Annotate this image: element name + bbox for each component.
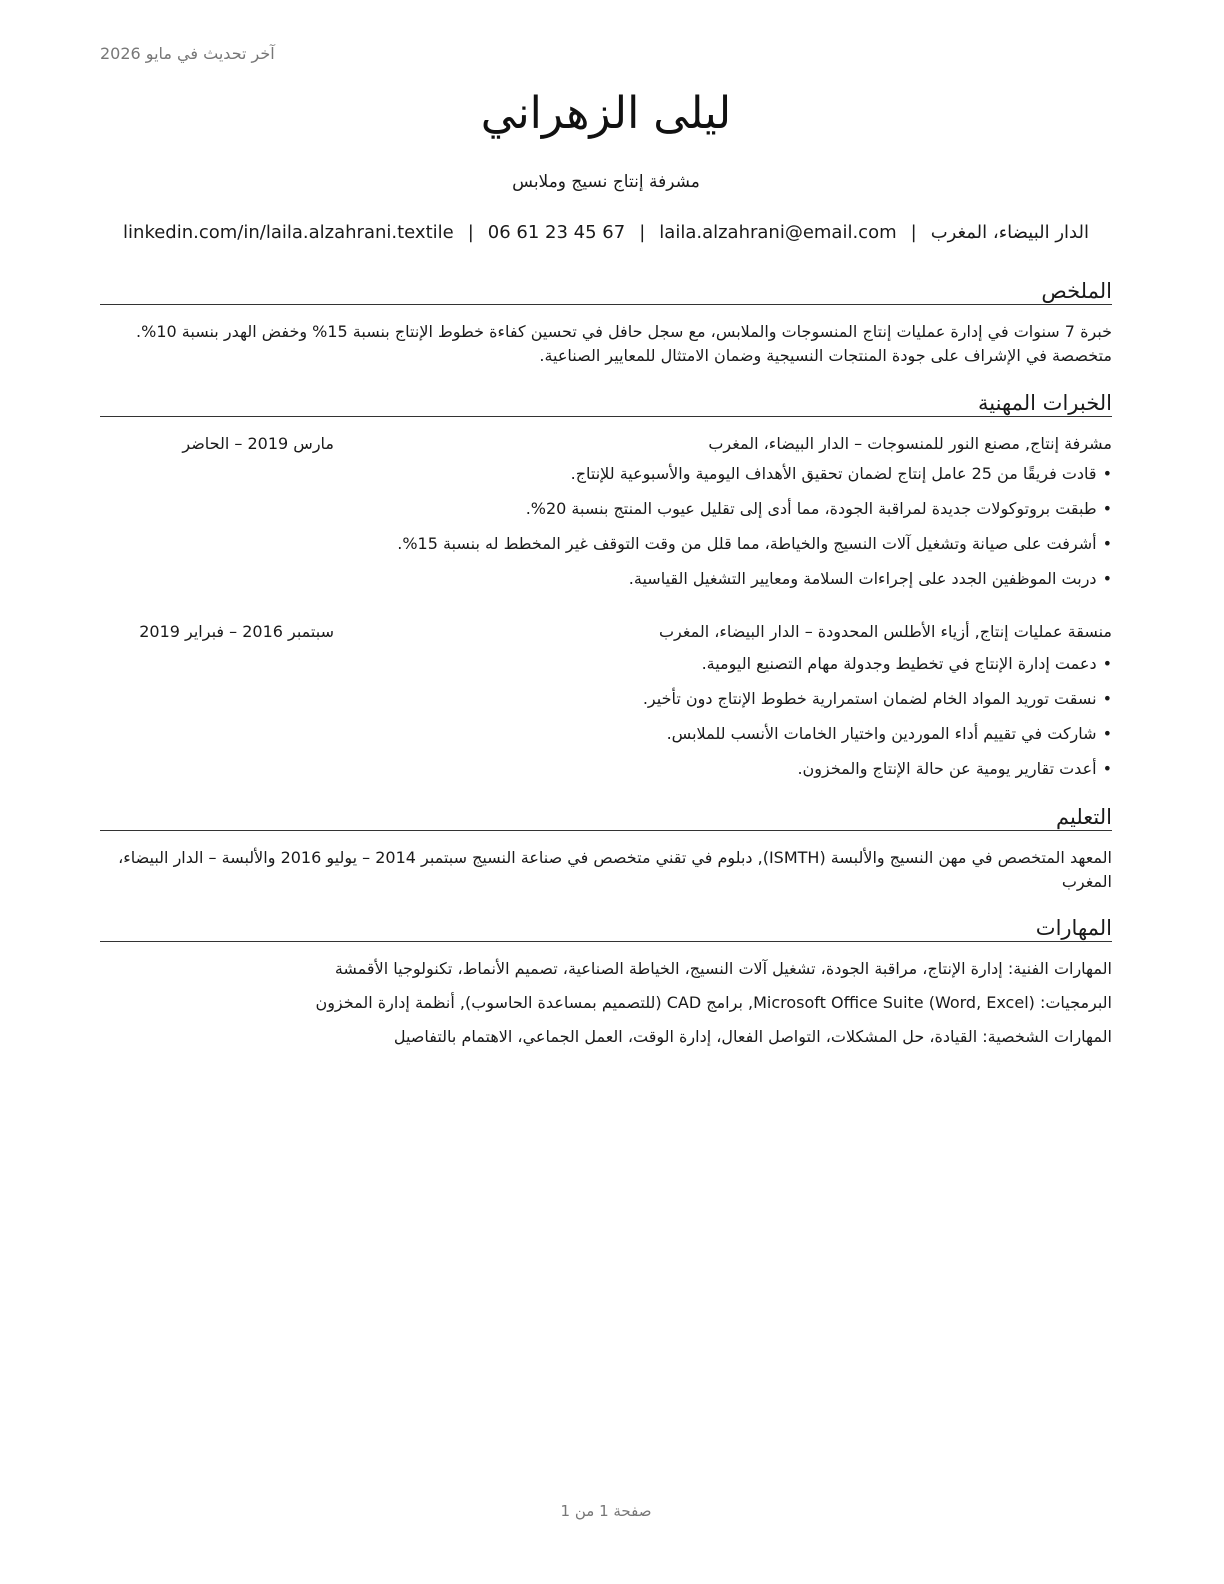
job-1-title: مشرفة إنتاج, مصنع النور للمنسوجات – الدار البيضاء، المغرب	[708, 434, 1112, 453]
separator: |	[639, 222, 646, 243]
list-item: • دربت الموظفين الجدد على إجراءات السلامة ومعايير التشغيل القياسية.	[100, 567, 1112, 591]
summary-text: خبرة 7 سنوات في إدارة عمليات إنتاج المنسوجات والملابس، مع سجل حافل في تحسين كفاءة خطوط الإنتاج بنسبة 15% وخفض الهدر بنسبة 10%. متخصصة في الإشراف على جودة المنتجات النسيجية وضمان الامتثال للمعايير الصناعية.	[136, 322, 1112, 365]
separator: |	[910, 222, 917, 243]
contact-phone: 06 61 23 45 67	[487, 222, 626, 243]
list-item: • أعدت تقارير يومية عن حالة الإنتاج والمخزون.	[100, 757, 1112, 781]
summary-heading: الملخص	[100, 278, 1112, 305]
candidate-name: ليلى الزهراني	[480, 88, 732, 139]
job-2-title: منسقة عمليات إنتاج, أزياء الأطلس المحدودة – الدار البيضاء، المغرب	[658, 622, 1112, 641]
page-number: صفحة 1 من 1	[560, 1502, 652, 1520]
contact-location: الدار البيضاء، المغرب	[930, 222, 1089, 243]
job-entry-2-header	[100, 622, 1112, 644]
list-item: • شاركت في تقييم أداء الموردين واختيار الخامات الأنسب للملابس.	[100, 722, 1112, 746]
list-item: • قادت فريقًا من 25 عامل إنتاج لضمان تحقيق الأهداف اليومية والأسبوعية للإنتاج.	[100, 462, 1112, 486]
job-entry-1-header	[100, 434, 1112, 456]
list-item: • دعمت إدارة الإنتاج في تخطيط وجدولة مهام التصنيع اليومية.	[100, 652, 1112, 676]
contact-email[interactable]: laila.alzahrani@email.com	[659, 222, 897, 243]
contact-line	[100, 222, 1112, 243]
job-1-bullets	[100, 462, 1112, 602]
contact-linkedin[interactable]: linkedin.com/in/laila.alzahrani.textile	[123, 222, 454, 243]
resume-page	[100, 0, 1112, 1584]
experience-heading: الخبرات المهنية	[100, 390, 1112, 417]
list-item: • طبقت بروتوكولات جديدة لمراقبة الجودة، مما أدى إلى تقليل عيوب المنتج بنسبة 20%.	[100, 497, 1112, 521]
job-2-bullets	[100, 652, 1112, 792]
education-heading: التعليم	[100, 804, 1112, 831]
skills-heading: المهارات	[100, 915, 1112, 942]
job-1-dates: مارس 2019 – الحاضر	[182, 434, 334, 453]
last-updated: آخر تحديث في مايو 2026	[100, 44, 275, 63]
skill-technical: المهارات الفنية: إدارة الإنتاج، مراقبة الجودة، تشغيل آلات النسيج، الخياطة الصناعية، تصميم الأنماط، تكنولوجيا الأقمشة	[334, 959, 1112, 978]
separator: |	[467, 222, 474, 243]
education-text: المعهد المتخصص في مهن النسيج والألبسة (ISMTH), دبلوم في تقني متخصص في صناعة النسيج سبتمبر 2014 – يوليو 2016 والألبسة – الدار البيضاء، المغرب	[118, 848, 1112, 891]
skill-personal: المهارات الشخصية: القيادة، حل المشكلات، التواصل الفعال، إدارة الوقت، العمل الجماعي، الاهتمام بالتفاصيل	[393, 1027, 1112, 1046]
list-item: • نسقت توريد المواد الخام لضمان استمرارية خطوط الإنتاج دون تأخير.	[100, 687, 1112, 711]
job-2-dates: سبتمبر 2016 – فبراير 2019	[139, 622, 334, 641]
skill-software: البرمجيات: Microsoft Office Suite (Word, Excel), برامج CAD (للتصميم بمساعدة الحاسوب), أنظمة إدارة المخزون	[315, 993, 1112, 1012]
list-item: • أشرفت على صيانة وتشغيل آلات النسيج والخياطة، مما قلل من وقت التوقف غير المخطط له بنسبة 15%.	[100, 532, 1112, 556]
job-title: مشرفة إنتاج نسيج وملابس	[512, 172, 700, 192]
